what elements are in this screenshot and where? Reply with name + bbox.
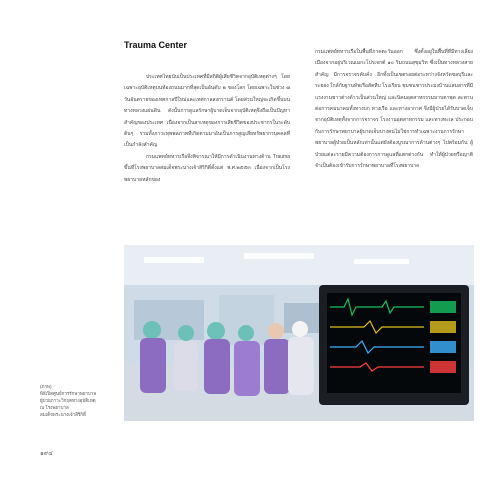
caption-line: ผู้ป่วยภาวะวิกฤตทางอุบัติเหตุ xyxy=(40,398,96,403)
article-column-left xyxy=(124,72,290,186)
article-paragraph: ประเทศไทยนับเป็นประเทศที่มีสถิติผู้เสียชีวิตจากอุบัติเหตุต่างๆ โดยเฉพาะอุบัติเหตุบนท้องถนนมากที่สุดเป็นอันดับ ๒ ของโลก โดยเฉพาะในช่วง ๗ วันอันตรายของเทศกาลปีใหม่และเทศกาลสงกรานต์ โดยส่วนใหญ่จะเกิดขึ้นบนทางหลวงแผ่นดิน ดังนั้นการดูแลรักษาผู้บาดเจ็บจากอุบัติเหตุจึงถือเป็นปัญหาสำคัญของประเทศ เนื่องจากเป็นสาเหตุของการเสียชีวิตของประชากรในระดับต้นๆ รวมทั้งภาวะทุพพลภาพที่เกิดตามมาอันเป็นการสูญเสียทรัพยากรบุคคลที่เป็นกำลังสำคัญ xyxy=(124,74,290,149)
photo-illustration xyxy=(124,245,474,421)
article-title: Trauma Center xyxy=(124,40,188,50)
caption-line: (ภาพ) xyxy=(40,384,52,389)
patient-monitor-icon xyxy=(319,285,469,405)
page-number: ๑๙๔ xyxy=(40,451,53,457)
article-paragraph: กรมแพทย์ทหารเรือจึงพิจารณาให้มีการดำเนินงานทางด้าน Trauma ขึ้นที่โรงพยาบาลสมเด็จพระนางเจ้าสิริกิติ์ตั้งแต่ พ.ศ.๒๕๕๓ เนื่องจากเป็นโรงพยาบาลหลักของ xyxy=(124,153,290,183)
caption-line: ณ โรงพยาบาล xyxy=(40,405,69,410)
article-paragraph: กรมแพทย์ทหารเรือในพื้นที่ภาคตะวันออก ซึ่งตั้งอยู่ในพื้นที่ที่มีทางเลี่ยงเมืองจากอยู่บริเวณเมกะโปรเจกต์ ๑๐ ริมถนนสุขุมวิท ซึ่งเป็นทางหลวงสายสำคัญ มีการจราจรคับคั่ง อีกทั้งเป็นเขตรอยต่อระหว่างจังหวัดชลบุรีและระยอง ใกล้กับฐานทัพเรือสัตหีบ โรงเรียน ชุมชนชาวประมงบ้านแสมสารที่มีแรงงานชาวต่างด้าวเป็นส่วนใหญ่ และนิคมอุตสาหกรรมมาบตาพุด สะพานต่อการคมนาคมทั้งทางบก ทางเรือ และทางอากาศ จึงมีผู้ป่วยได้รับบาดเจ็บจากอุบัติเหตุทั้งจากการจราจร โรงงานอุตสาหกรรม และทางทะเล ประกอบกับการรักษาพยาบาลผู้บาดเจ็บบางคนไม่ใช่การทำเฉพาะงานการรักษาพยาบาลผู้ป่วยเป็นหลักเท่านั้นแต่ยังต้องบูรณาการด้านต่างๆ ไปพร้อมกัน ผู้ป่วยแต่ละรายมีความต้องการการดูแลที่แตกต่างกัน ทำให้ผู้ป่วยหรือญาติจำเป็นต้องเข้ารับการรักษาพยาบาลที่โรงพยาบาล xyxy=(315,49,473,170)
article-column-right xyxy=(315,47,473,172)
photo-caption xyxy=(40,383,120,418)
caption-line: สมเด็จพระนางเจ้าสิริกิติ์ xyxy=(40,412,86,417)
caption-line: พิธีเปิดศูนย์การรักษาพยาบาล xyxy=(40,391,97,396)
hospital-ward-photo xyxy=(124,245,474,421)
